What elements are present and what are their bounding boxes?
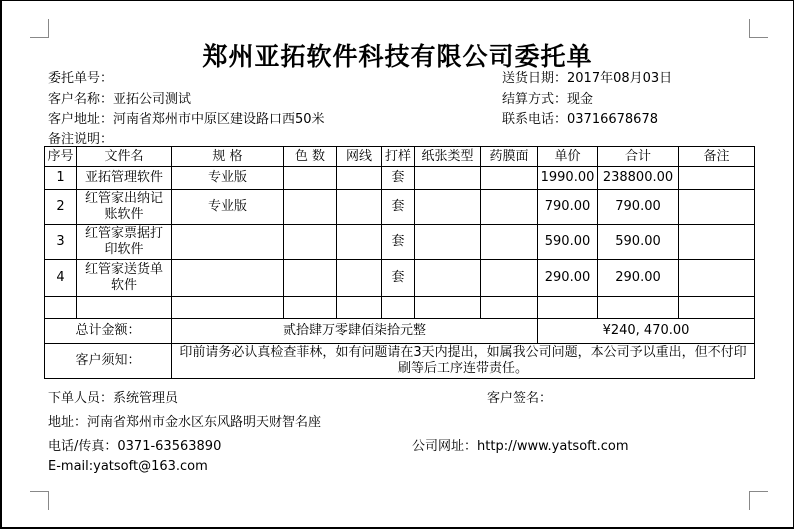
cell-proof: 套: [382, 260, 415, 297]
header-cell-price: 单价: [538, 147, 598, 167]
page-title: 郑州亚拓软件科技有限公司委托单: [202, 42, 593, 71]
cell-price: 1990.00: [538, 167, 598, 190]
header-cell-emulsion: 药膜面: [481, 147, 538, 167]
delivery-date: [502, 67, 672, 86]
cell-spec: 专业版: [172, 167, 284, 190]
header-cell-paper: 纸张类型: [415, 147, 481, 167]
contact-phone-label: 联系电话：: [502, 112, 568, 127]
footer-line-3: [48, 435, 768, 453]
cell-note: [679, 190, 755, 225]
payment-method-value: 现金: [567, 92, 594, 107]
crop-mark-bottom-right: [749, 491, 768, 510]
customer-address-label: 客户地址：: [48, 112, 114, 127]
cell-seq: [45, 297, 77, 319]
cell-seq: 4: [45, 260, 77, 297]
cell-spec: [172, 260, 284, 297]
footer-line-4: [48, 459, 768, 477]
cell-total: 590.00: [598, 225, 679, 260]
order-staff-label: 下单人员：: [48, 391, 114, 406]
cell-price: 590.00: [538, 225, 598, 260]
cell-colors: [284, 225, 337, 260]
cell-total: [598, 297, 679, 319]
payment-method-label: 结算方式：: [502, 92, 568, 107]
info-line-1: [48, 67, 754, 85]
cell-colors: [284, 190, 337, 225]
website-value: http://www.yatsoft.com: [477, 439, 629, 454]
phone-fax-value: 0371-63563890: [117, 439, 222, 454]
cell-proof: 套: [382, 190, 415, 225]
payment-method: [502, 88, 593, 107]
notice-row: [45, 344, 755, 379]
cell-emulsion: [481, 260, 538, 297]
total-label: 总计金额：: [45, 319, 172, 344]
order-items-table: [44, 146, 755, 379]
company-address-value: 河南省郑州市金水区东风路明天财智名座: [87, 415, 322, 430]
notice-label: 客户须知：: [45, 344, 172, 379]
order-number-label: 委托单号：: [48, 71, 114, 86]
cell-emulsion: [481, 225, 538, 260]
cell-total: 790.00: [598, 190, 679, 225]
cell-colors: [284, 297, 337, 319]
cell-filename: 红管家票据打印软件: [77, 225, 172, 260]
table-row-empty: [45, 297, 755, 319]
customer-name-value: 亚拓公司测试: [113, 92, 192, 107]
header-cell-spec: 规 格: [172, 147, 284, 167]
table-row: [45, 225, 755, 260]
header-cell-note: 备注: [679, 147, 755, 167]
table-row: [45, 190, 755, 225]
table-row: [45, 260, 755, 297]
footer-line-1: [48, 387, 768, 405]
cell-price: 290.00: [538, 260, 598, 297]
table-header-row: [45, 147, 755, 167]
cell-paper: [415, 225, 481, 260]
contact-phone: [502, 108, 658, 127]
cell-emulsion: [481, 297, 538, 319]
cell-seq: 3: [45, 225, 77, 260]
info-line-4: [48, 128, 754, 146]
cell-colors: [284, 260, 337, 297]
cell-filename: 红管家送货单软件: [77, 260, 172, 297]
info-line-2: [48, 88, 754, 106]
cell-paper: [415, 190, 481, 225]
cell-emulsion: [481, 190, 538, 225]
cell-emulsion: [481, 167, 538, 190]
cell-filename: 红管家出纳记账软件: [77, 190, 172, 225]
total-row: [45, 319, 755, 344]
cell-spec: [172, 297, 284, 319]
cell-seq: 2: [45, 190, 77, 225]
contact-phone-value: 03716678678: [567, 112, 658, 127]
cell-spec: [172, 225, 284, 260]
header-cell-seq: 序号: [45, 147, 77, 167]
customer-name-label: 客户名称：: [48, 92, 114, 107]
cell-note: [679, 260, 755, 297]
cell-screen: [337, 190, 382, 225]
cell-total: 238800.00: [598, 167, 679, 190]
order-staff-value: 系统管理员: [113, 391, 179, 406]
footer-line-2: [48, 411, 768, 429]
website: [412, 435, 629, 454]
company-address-label: 地址：: [48, 415, 88, 430]
header-cell-filename: 文件名: [77, 147, 172, 167]
phone-fax-label: 电话/传真：: [48, 439, 118, 454]
website-label: 公司网址：: [412, 439, 478, 454]
cell-screen: [337, 260, 382, 297]
cell-spec: 专业版: [172, 190, 284, 225]
cell-paper: [415, 297, 481, 319]
table-row: [45, 167, 755, 190]
cell-seq: 1: [45, 167, 77, 190]
cell-screen: [337, 167, 382, 190]
header-cell-total: 合计: [598, 147, 679, 167]
customer-address-value: 河南省郑州市中原区建设路口西50米: [113, 112, 325, 127]
cell-price: [538, 297, 598, 319]
delivery-date-label: 送货日期：: [502, 71, 568, 86]
crop-mark-bottom-left: [30, 491, 49, 510]
notice-text: 印前请务必认真检查菲林，如有问题请在3天内提出，如属我公司问题，本公司予以重出，但不付印刷等后工序连带责任。: [172, 344, 755, 379]
crop-mark-top-right: [749, 19, 768, 38]
info-line-3: [48, 108, 754, 126]
delivery-date-value: 2017年08月03日: [567, 71, 673, 86]
cell-note: [679, 225, 755, 260]
header-cell-proof: 打样: [382, 147, 415, 167]
cell-proof: [382, 297, 415, 319]
cell-proof: 套: [382, 167, 415, 190]
total-in-words: 贰拾肆万零肆佰柒拾元整: [172, 319, 538, 344]
cell-colors: [284, 167, 337, 190]
email: E-mail:yatsoft@163.com: [48, 459, 208, 474]
cell-total: 290.00: [598, 260, 679, 297]
crop-mark-top-left: [30, 19, 49, 38]
cell-paper: [415, 167, 481, 190]
cell-screen: [337, 225, 382, 260]
total-amount: ¥240, 470.00: [538, 319, 755, 344]
cell-filename: 亚拓管理软件: [77, 167, 172, 190]
cell-screen: [337, 297, 382, 319]
header-cell-colors: 色 数: [284, 147, 337, 167]
cell-price: 790.00: [538, 190, 598, 225]
cell-filename: [77, 297, 172, 319]
cell-proof: 套: [382, 225, 415, 260]
remark-label: 备注说明：: [48, 132, 114, 147]
cell-note: [679, 167, 755, 190]
customer-signature-label: 客户签名：: [487, 391, 553, 406]
cell-paper: [415, 260, 481, 297]
cell-note: [679, 297, 755, 319]
header-cell-screen: 网线: [337, 147, 382, 167]
